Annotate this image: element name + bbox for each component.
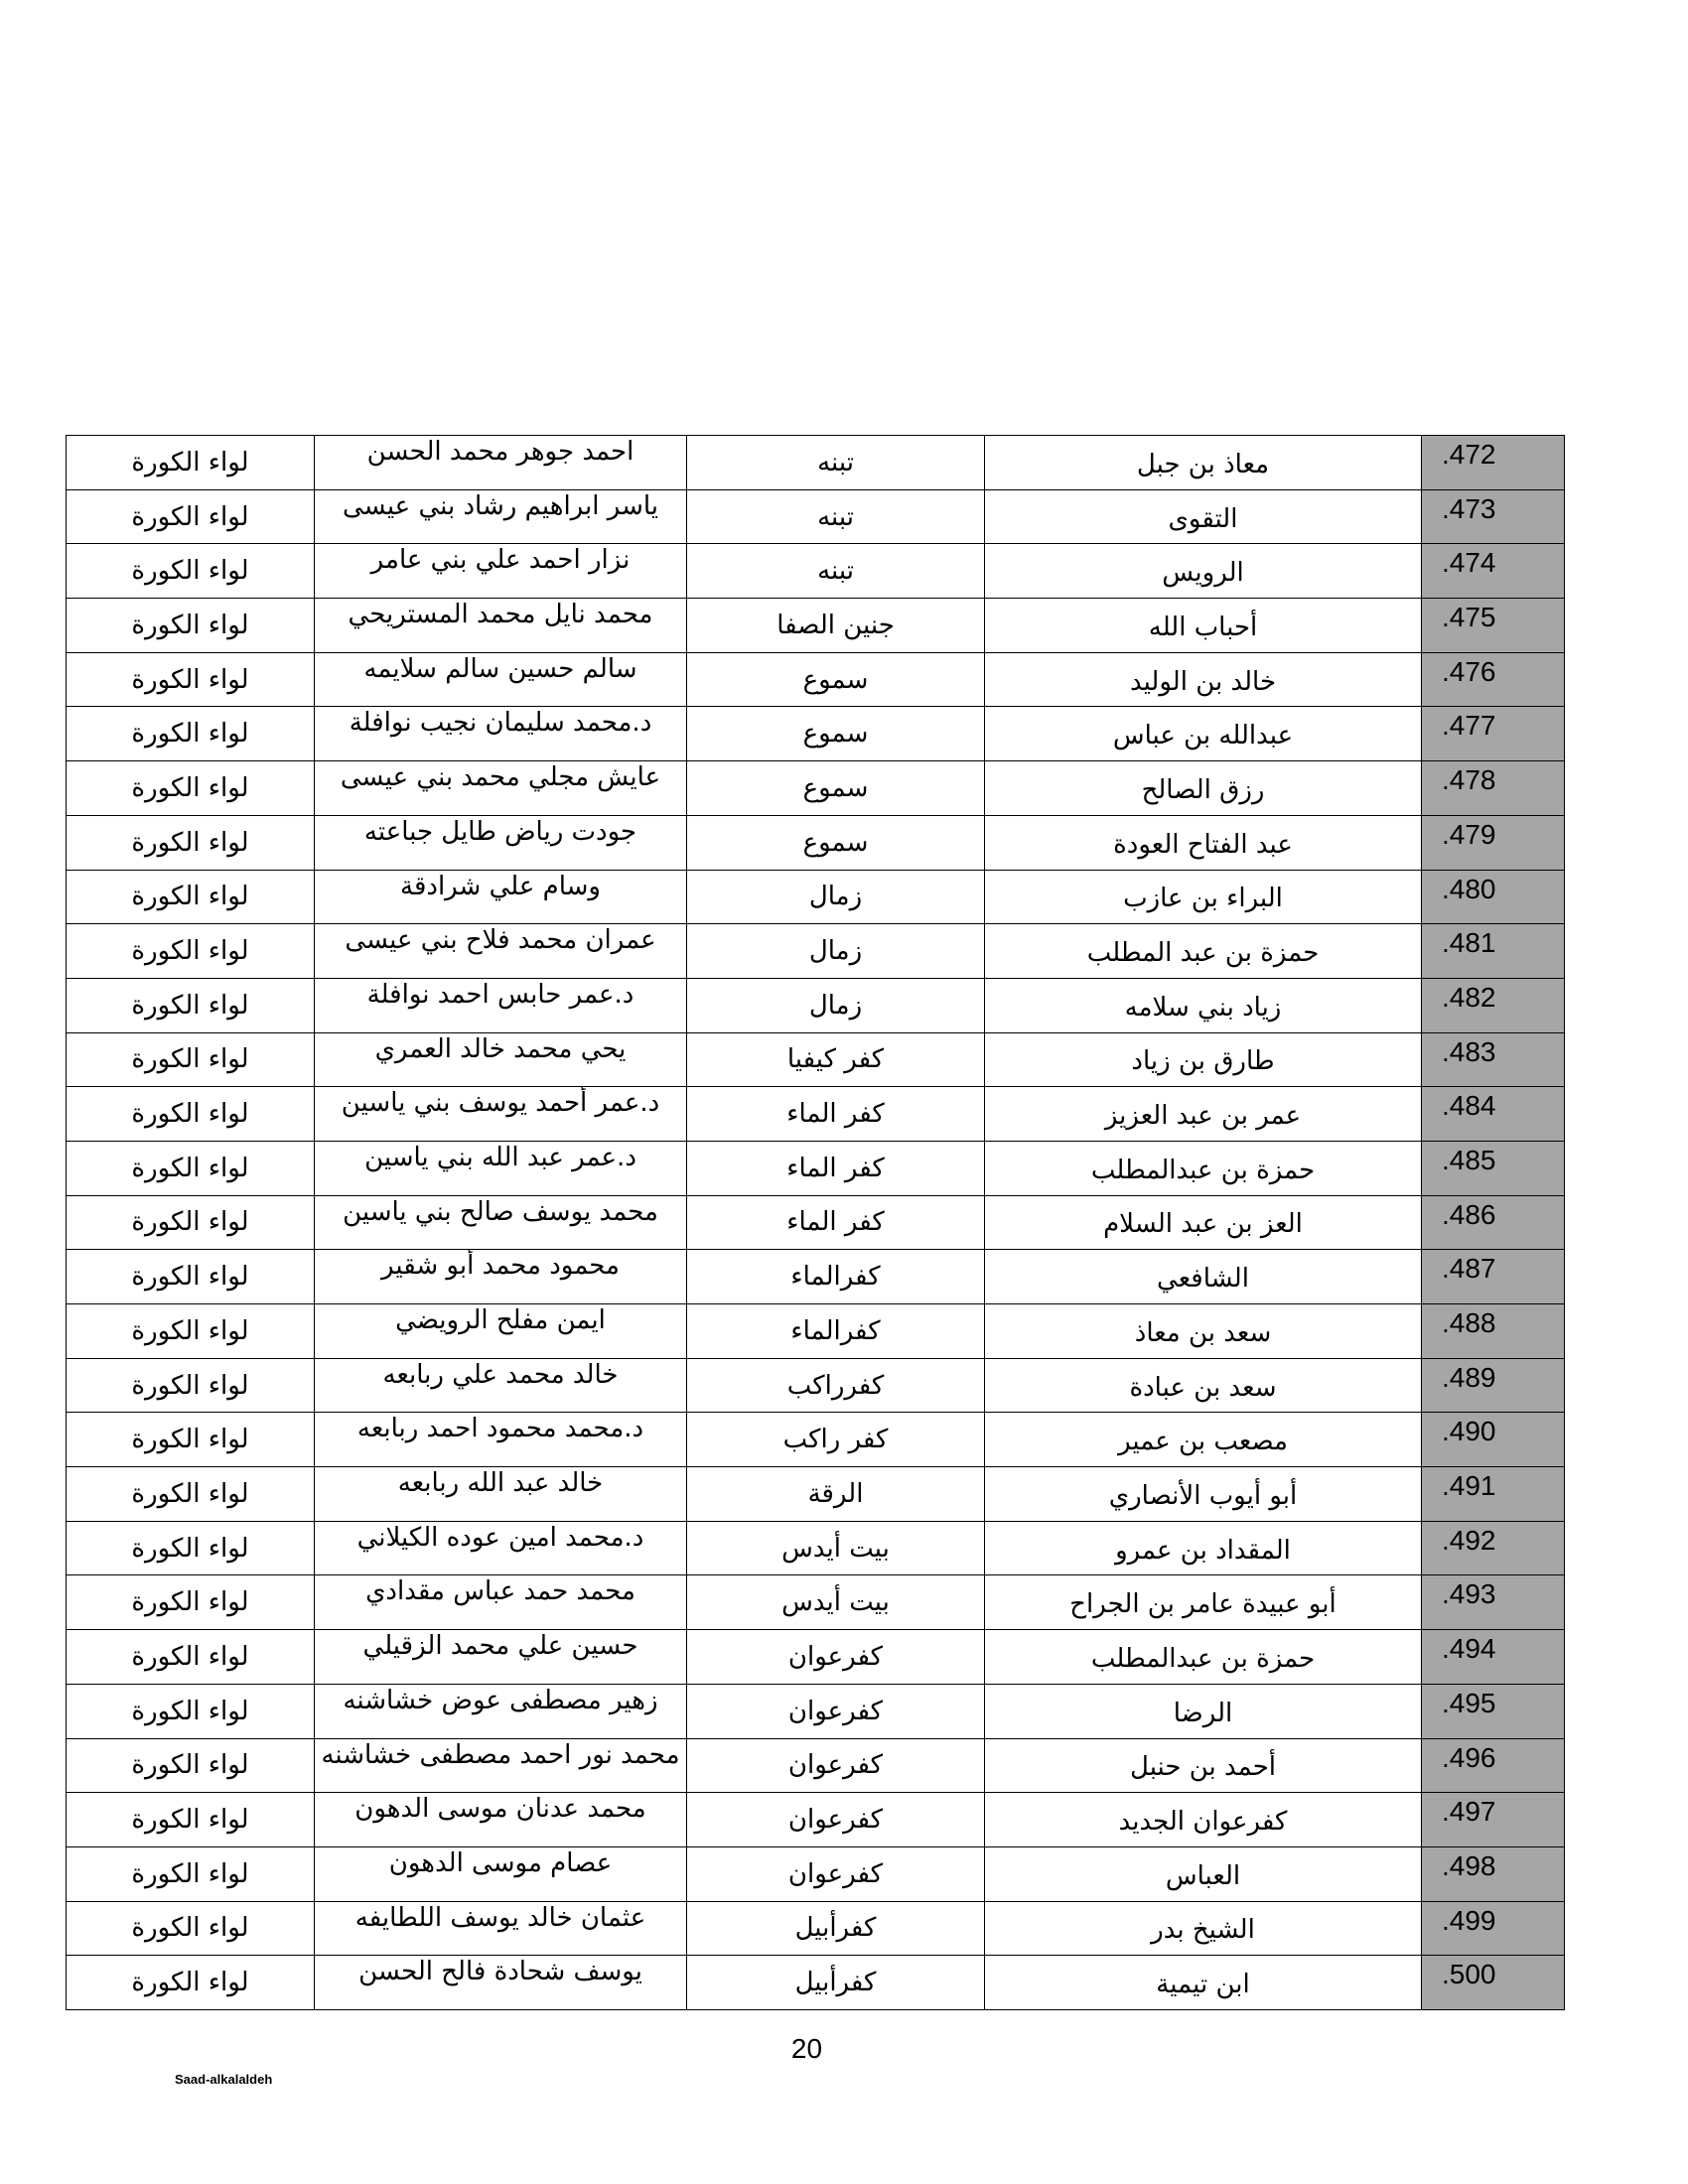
table-row <box>67 1793 1565 1847</box>
village-cell: بيت أيدس <box>687 1575 985 1630</box>
imam-name-cell: محمد يوسف صالح بني ياسين <box>315 1195 687 1250</box>
village-cell: كفرالماء <box>687 1304 985 1359</box>
imam-name-cell: محمد حمد عباس مقدادي <box>315 1575 687 1630</box>
village-cell: كفرالماء <box>687 1250 985 1304</box>
table-row <box>67 652 1565 707</box>
mosque-name-cell: التقوى <box>985 489 1422 544</box>
row-number-cell: .493 <box>1422 1575 1565 1630</box>
village-cell: زمال <box>687 924 985 979</box>
table-row <box>67 489 1565 544</box>
mosque-name-cell: أبو أيوب الأنصاري <box>985 1467 1422 1522</box>
imam-name-cell: جودت رياض طايل جباعته <box>315 815 687 870</box>
mosque-name-cell: عمر بن عبد العزيز <box>985 1087 1422 1142</box>
table-row <box>67 1684 1565 1738</box>
table-row <box>67 1358 1565 1413</box>
village-cell: كفر الماء <box>687 1087 985 1142</box>
mosque-name-cell: حمزة بن عبدالمطلب <box>985 1630 1422 1685</box>
district-cell: لواء الكورة <box>67 544 315 599</box>
row-number-cell: .479 <box>1422 815 1565 870</box>
village-cell: زمال <box>687 870 985 924</box>
row-number-cell: .480 <box>1422 870 1565 924</box>
district-cell: لواء الكورة <box>67 1250 315 1304</box>
row-number-cell: .475 <box>1422 599 1565 653</box>
village-cell: الرقة <box>687 1467 985 1522</box>
mosque-name-cell: حمزة بن عبدالمطلب <box>985 1141 1422 1195</box>
village-cell: كفرراكب <box>687 1358 985 1413</box>
imam-name-cell: عثمان خالد يوسف اللطايفه <box>315 1901 687 1956</box>
mosque-name-cell: الشيخ بدر <box>985 1901 1422 1956</box>
imam-name-cell: نزار احمد علي بني عامر <box>315 544 687 599</box>
village-cell: تبنه <box>687 544 985 599</box>
table-row <box>67 1304 1565 1359</box>
imam-name-cell: د.عمر أحمد يوسف بني ياسين <box>315 1087 687 1142</box>
district-cell: لواء الكورة <box>67 1413 315 1467</box>
table-row <box>67 1630 1565 1685</box>
imam-name-cell: محمد نايل محمد المستريحي <box>315 599 687 653</box>
district-cell: لواء الكورة <box>67 1141 315 1195</box>
table-row <box>67 1195 1565 1250</box>
village-cell: كفر الماء <box>687 1141 985 1195</box>
table-row <box>67 1413 1565 1467</box>
imam-name-cell: عايش مجلي محمد بني عيسى <box>315 761 687 816</box>
district-cell: لواء الكورة <box>67 815 315 870</box>
district-cell: لواء الكورة <box>67 1575 315 1630</box>
imam-name-cell: ايمن مفلح الرويضي <box>315 1304 687 1359</box>
table-row <box>67 436 1565 490</box>
village-cell: كفرعوان <box>687 1846 985 1901</box>
village-cell: كفرأبيل <box>687 1956 985 2010</box>
village-cell: كفر الماء <box>687 1195 985 1250</box>
imam-name-cell: محمد نور احمد مصطفى خشاشنه <box>315 1738 687 1793</box>
district-cell: لواء الكورة <box>67 924 315 979</box>
mosque-name-cell: أحمد بن حنبل <box>985 1738 1422 1793</box>
district-cell: لواء الكورة <box>67 1358 315 1413</box>
mosque-name-cell: العباس <box>985 1846 1422 1901</box>
imam-name-cell: احمد جوهر محمد الحسن <box>315 436 687 490</box>
row-number-cell: .477 <box>1422 707 1565 761</box>
table-row <box>67 1956 1565 2010</box>
mosque-name-cell: سعد بن معاذ <box>985 1304 1422 1359</box>
imam-name-cell: عمران محمد فلاح بني عيسى <box>315 924 687 979</box>
district-cell: لواء الكورة <box>67 1304 315 1359</box>
table-row <box>67 978 1565 1032</box>
mosque-name-cell: رزق الصالح <box>985 761 1422 816</box>
village-cell: كفرعوان <box>687 1630 985 1685</box>
imam-name-cell: وسام علي شرادقة <box>315 870 687 924</box>
district-cell: لواء الكورة <box>67 1467 315 1522</box>
village-cell: كفرأبيل <box>687 1901 985 1956</box>
imam-name-cell: د.عمر حابس احمد نوافلة <box>315 978 687 1032</box>
row-number-cell: .488 <box>1422 1304 1565 1359</box>
table-row <box>67 1467 1565 1522</box>
district-cell: لواء الكورة <box>67 489 315 544</box>
mosque-name-cell: زياد بني سلامه <box>985 978 1422 1032</box>
district-cell: لواء الكورة <box>67 1956 315 2010</box>
village-cell: سموع <box>687 761 985 816</box>
imam-name-cell: يوسف شحادة فالح الحسن <box>315 1956 687 2010</box>
mosque-name-cell: خالد بن الوليد <box>985 652 1422 707</box>
row-number-cell: .494 <box>1422 1630 1565 1685</box>
row-number-cell: .498 <box>1422 1846 1565 1901</box>
row-number-cell: .482 <box>1422 978 1565 1032</box>
table-row <box>67 815 1565 870</box>
village-cell: سموع <box>687 652 985 707</box>
mosque-name-cell: العز بن عبد السلام <box>985 1195 1422 1250</box>
row-number-cell: .499 <box>1422 1901 1565 1956</box>
row-number-cell: .483 <box>1422 1032 1565 1087</box>
row-number-cell: .474 <box>1422 544 1565 599</box>
table-row <box>67 924 1565 979</box>
table-row <box>67 1141 1565 1195</box>
table-row <box>67 1575 1565 1630</box>
page-number: 20 <box>790 2033 823 2064</box>
imam-name-cell: خالد محمد علي ربابعه <box>315 1358 687 1413</box>
district-cell: لواء الكورة <box>67 1901 315 1956</box>
mosque-name-cell: أبو عبيدة عامر بن الجراح <box>985 1575 1422 1630</box>
row-number-cell: .487 <box>1422 1250 1565 1304</box>
village-cell: سموع <box>687 707 985 761</box>
row-number-cell: .500 <box>1422 1956 1565 2010</box>
imam-name-cell: زهير مصطفى عوض خشاشنه <box>315 1684 687 1738</box>
village-cell: كفر كيفيا <box>687 1032 985 1087</box>
footer-author: Saad-alkalaldeh <box>175 2072 273 2087</box>
village-cell: تبنه <box>687 436 985 490</box>
row-number-cell: .490 <box>1422 1413 1565 1467</box>
row-number-cell: .481 <box>1422 924 1565 979</box>
mosque-name-cell: الرويس <box>985 544 1422 599</box>
imam-name-cell: حسين علي محمد الزقيلي <box>315 1630 687 1685</box>
table-row <box>67 1087 1565 1142</box>
row-number-cell: .485 <box>1422 1141 1565 1195</box>
district-cell: لواء الكورة <box>67 1630 315 1685</box>
row-number-cell: .492 <box>1422 1521 1565 1575</box>
mosque-table <box>66 435 1565 2010</box>
village-cell: زمال <box>687 978 985 1032</box>
mosque-name-cell: عبد الفتاح العودة <box>985 815 1422 870</box>
district-cell: لواء الكورة <box>67 1738 315 1793</box>
row-number-cell: .489 <box>1422 1358 1565 1413</box>
mosque-name-cell: طارق بن زياد <box>985 1032 1422 1087</box>
imam-name-cell: يحي محمد خالد العمري <box>315 1032 687 1087</box>
imam-name-cell: سالم حسين سالم سلايمه <box>315 652 687 707</box>
district-cell: لواء الكورة <box>67 1087 315 1142</box>
mosque-name-cell: حمزة بن عبد المطلب <box>985 924 1422 979</box>
row-number-cell: .484 <box>1422 1087 1565 1142</box>
table-row <box>67 1846 1565 1901</box>
imam-name-cell: د.عمر عبد الله بني ياسين <box>315 1141 687 1195</box>
district-cell: لواء الكورة <box>67 1195 315 1250</box>
row-number-cell: .478 <box>1422 761 1565 816</box>
mosque-name-cell: أحباب الله <box>985 599 1422 653</box>
district-cell: لواء الكورة <box>67 436 315 490</box>
district-cell: لواء الكورة <box>67 599 315 653</box>
village-cell: بيت أيدس <box>687 1521 985 1575</box>
mosque-name-cell: معاذ بن جبل <box>985 436 1422 490</box>
imam-name-cell: ياسر ابراهيم رشاد بني عيسى <box>315 489 687 544</box>
district-cell: لواء الكورة <box>67 870 315 924</box>
mosque-name-cell: سعد بن عبادة <box>985 1358 1422 1413</box>
row-number-cell: .497 <box>1422 1793 1565 1847</box>
district-cell: لواء الكورة <box>67 1684 315 1738</box>
row-number-cell: .496 <box>1422 1738 1565 1793</box>
mosque-name-cell: كفرعوان الجديد <box>985 1793 1422 1847</box>
district-cell: لواء الكورة <box>67 1846 315 1901</box>
village-cell: كفر راكب <box>687 1413 985 1467</box>
row-number-cell: .486 <box>1422 1195 1565 1250</box>
row-number-cell: .476 <box>1422 652 1565 707</box>
imam-name-cell: د.محمد امين عوده الكيلاني <box>315 1521 687 1575</box>
imam-name-cell: محمود محمد أبو شقير <box>315 1250 687 1304</box>
district-cell: لواء الكورة <box>67 1521 315 1575</box>
village-cell: سموع <box>687 815 985 870</box>
table-row <box>67 1901 1565 1956</box>
mosque-name-cell: ابن تيمية <box>985 1956 1422 2010</box>
row-number-cell: .491 <box>1422 1467 1565 1522</box>
district-cell: لواء الكورة <box>67 1793 315 1847</box>
village-cell: كفرعوان <box>687 1684 985 1738</box>
table-row <box>67 1738 1565 1793</box>
table-row <box>67 707 1565 761</box>
imam-name-cell: خالد عبد الله ربابعه <box>315 1467 687 1522</box>
mosque-name-cell: البراء بن عازب <box>985 870 1422 924</box>
district-cell: لواء الكورة <box>67 978 315 1032</box>
table-row <box>67 1250 1565 1304</box>
district-cell: لواء الكورة <box>67 761 315 816</box>
imam-name-cell: عصام موسى الدهون <box>315 1846 687 1901</box>
table-row <box>67 761 1565 816</box>
district-cell: لواء الكورة <box>67 1032 315 1087</box>
village-cell: جنين الصفا <box>687 599 985 653</box>
table-body <box>67 436 1565 2010</box>
table-row <box>67 1032 1565 1087</box>
table-row <box>67 544 1565 599</box>
village-cell: تبنه <box>687 489 985 544</box>
village-cell: كفرعوان <box>687 1793 985 1847</box>
table-row <box>67 870 1565 924</box>
imam-name-cell: محمد عدنان موسى الدهون <box>315 1793 687 1847</box>
mosque-name-cell: الرضا <box>985 1684 1422 1738</box>
row-number-cell: .495 <box>1422 1684 1565 1738</box>
district-cell: لواء الكورة <box>67 707 315 761</box>
table-row <box>67 1521 1565 1575</box>
district-cell: لواء الكورة <box>67 652 315 707</box>
mosque-name-cell: مصعب بن عمير <box>985 1413 1422 1467</box>
mosque-name-cell: المقداد بن عمرو <box>985 1521 1422 1575</box>
mosque-name-cell: عبدالله بن عباس <box>985 707 1422 761</box>
row-number-cell: .472 <box>1422 436 1565 490</box>
imam-name-cell: د.محمد سليمان نجيب نوافلة <box>315 707 687 761</box>
village-cell: كفرعوان <box>687 1738 985 1793</box>
row-number-cell: .473 <box>1422 489 1565 544</box>
table-row <box>67 599 1565 653</box>
mosque-name-cell: الشافعي <box>985 1250 1422 1304</box>
imam-name-cell: د.محمد محمود احمد ربابعه <box>315 1413 687 1467</box>
